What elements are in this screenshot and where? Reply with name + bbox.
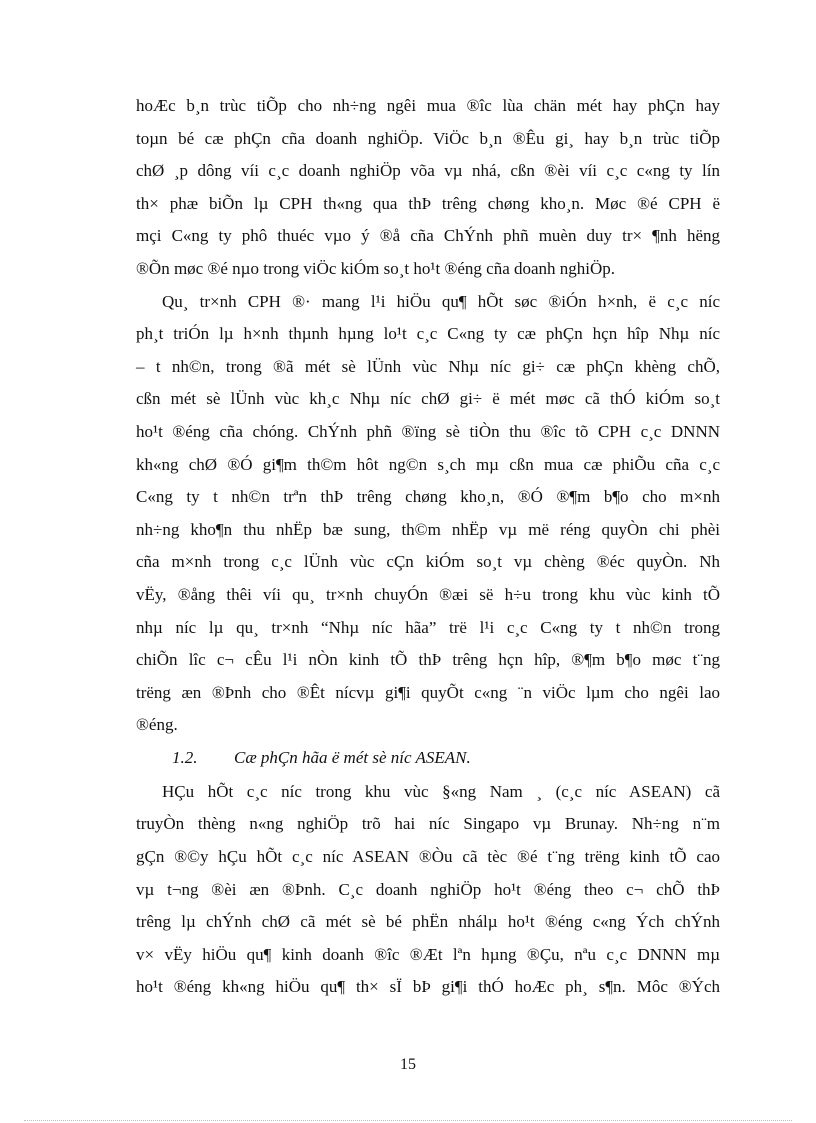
text-line: cßn mét sè lÜnh vùc kh¸c Nhµ níc chØ gi÷ ë mét møc cã thÓ kiÓm so¸t — [136, 389, 720, 409]
page-number: 15 — [400, 1056, 416, 1073]
text-line: – t nh©n, trong ®ã mét sè lÜnh vùc Nhµ níc gi÷ cæ phÇn khèng chÕ, — [136, 356, 720, 376]
text-line: cña m×nh trong c¸c lÜnh vùc cÇn kiÓm so¸t vµ chèng ®éc quyÒn. Nh — [136, 552, 720, 572]
text-line: nh÷ng kho¶n thu nhËp bæ sung, th©m nhËp vµ më réng quyÒn chi phèi — [136, 519, 720, 539]
page-bottom-divider — [24, 1120, 792, 1121]
section-heading — [136, 742, 720, 776]
section-number: 1.2. — [172, 747, 198, 767]
text-line: C«ng ty t nh©n trªn thÞ trêng chøng kho¸n, ®Ó ®¶m b¶o cho m×nh — [136, 487, 720, 507]
text-line: toµn bé cæ phÇn cña doanh nghiÖp. ViÖc b¸n ®Êu gi¸ hay b¸n trùc tiÕp — [136, 128, 720, 148]
text-line: Qu¸ tr×nh CPH ®· mang l¹i hiÖu qu¶ hÕt søc ®iÓn h×nh, ë c¸c níc — [162, 291, 720, 311]
text-line: trêng lµ chÝnh chØ cã mét sè bé phËn nhálµ ho¹t ®éng c«ng Ých chÝnh — [136, 912, 720, 932]
text-line: trëng æn ®Þnh cho ®Êt nícvµ gi¶i quyÕt c«ng ¨n viÖc lµm cho ngêi lao — [136, 682, 720, 702]
section-title: Cæ phÇn hãa ë mét sè níc ASEAN. — [234, 747, 471, 767]
text-line: chØ ¸p dông víi c¸c doanh nghiÖp võa vµ nhá, cßn ®èi víi c¸c c«ng ty lín — [136, 161, 720, 181]
text-line: ph¸t triÓn lµ h×nh thµnh hµng lo¹t c¸c C«ng ty cæ phÇn hçn hîp Nhµ níc — [136, 324, 720, 344]
text-line: kh«ng chØ ®Ó gi¶m th©m hôt ng©n s¸ch mµ cßn mua cæ phiÕu cña c¸c — [136, 454, 720, 474]
text-line: ho¹t ®éng kh«ng hiÖu qu¶ th× sÏ bÞ gi¶i thÓ hoÆc ph¸ s¶n. Môc ®Ých — [136, 977, 720, 997]
paragraph-2 — [136, 286, 720, 742]
text-line: th× phæ biÕn lµ CPH th«ng qua thÞ trêng chøng kho¸n. Møc ®é CPH ë — [136, 193, 720, 213]
text-line: gÇn ®©y hÇu hÕt c¸c níc ASEAN ®Òu cã tèc ®é t¨ng trëng kinh tÕ cao — [136, 847, 720, 867]
text-line: ho¹t ®éng cña chóng. ChÝnh phñ ®ïng sè tiÒn thu ®îc tõ CPH c¸c DNNN — [136, 421, 720, 441]
text-line: hoÆc b¸n trùc tiÕp cho nh÷ng ngêi mua ®îc lùa chän mét hay phÇn hay — [136, 96, 720, 115]
text-line: v× vËy hiÖu qu¶ kinh doanh ®îc ®Æt lªn hµng ®Çu, nªu c¸c DNNN mµ — [136, 944, 720, 964]
text-line: ®Õn møc ®é nµo trong viÖc kiÓm so¸t ho¹t ®éng cña doanh nghiÖp. — [136, 258, 616, 278]
text-line: vËy, ®ång thêi víi qu¸ tr×nh chuyÓn ®æi së h÷u trong khu vùc kinh tÕ — [136, 584, 720, 604]
text-line: vµ t¬ng ®èi æn ®Þnh. C¸c doanh nghiÖp ho¹t ®éng theo c¬ chÕ thÞ — [136, 879, 720, 899]
text-line: chiÕn lîc c¬ cÊu l¹i nÒn kinh tÕ thÞ trêng hçn hîp, ®¶m b¶o møc t¨ng — [136, 650, 720, 670]
text-line: nhµ níc lµ qu¸ tr×nh “Nhµ níc hãa” trë l¹i c¸c C«ng ty t nh©n trong — [136, 617, 720, 637]
text-line: ®éng. — [136, 715, 178, 735]
text-line: truyÒn thèng n«ng nghiÖp trõ hai níc Singapo vµ Brunay. Nh÷ng n¨m — [136, 814, 720, 834]
paragraph-3 — [136, 776, 720, 1004]
body-text — [136, 90, 720, 1004]
paragraph-1 — [136, 90, 720, 286]
text-line: HÇu hÕt c¸c níc trong khu vùc §«ng Nam ¸ (c¸c níc ASEAN) cã — [162, 781, 720, 801]
text-line: mçi C«ng ty phô thuéc vµo ý ®å cña ChÝnh phñ muèn duy tr× ¶nh hëng — [136, 226, 720, 246]
